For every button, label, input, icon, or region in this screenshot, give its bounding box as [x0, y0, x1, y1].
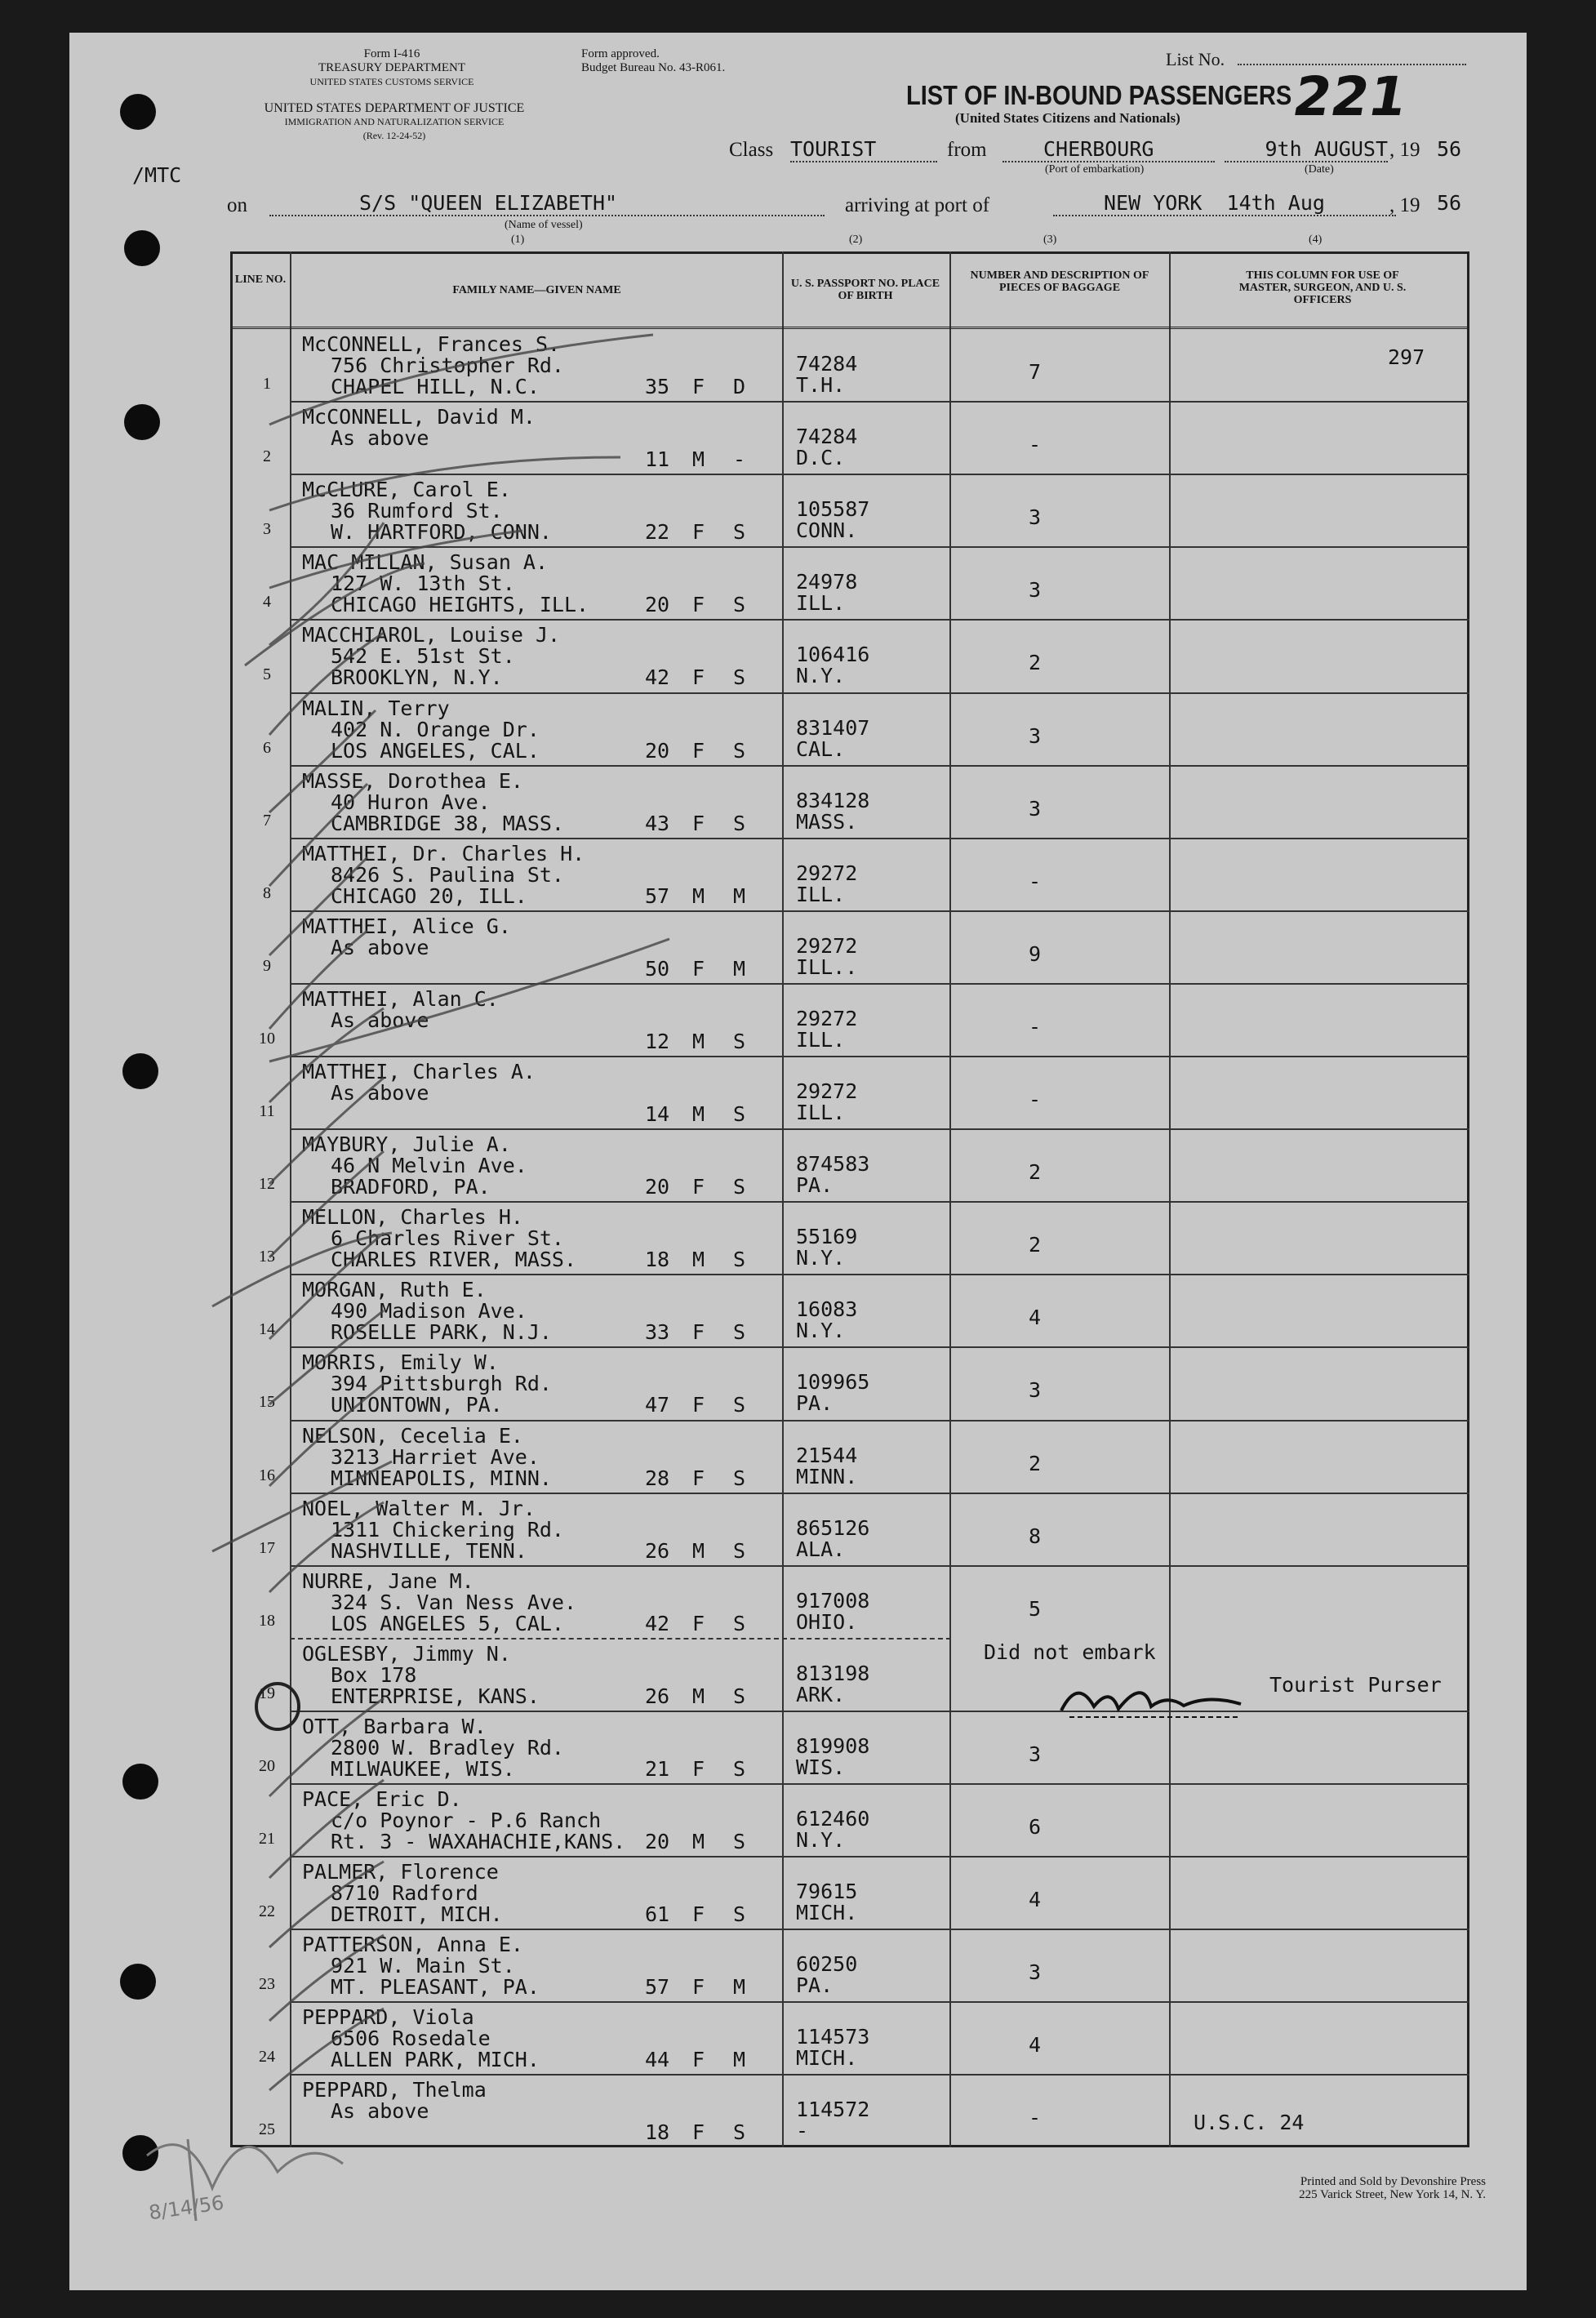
- printer-credit: [1208, 2175, 1486, 2201]
- passenger-name: McCONNELL, David M.: [302, 405, 536, 429]
- place-of-birth: PA.: [796, 1173, 834, 1198]
- passport-number: 917008: [796, 1588, 870, 1613]
- age: 57: [645, 883, 670, 908]
- line-number: 12: [259, 1175, 275, 1194]
- line-number: 24: [259, 2048, 275, 2067]
- place-of-birth: N.Y.: [796, 1828, 846, 1852]
- address-line-2: MT. PLEASANT, PA.: [331, 1975, 540, 2000]
- printer-line-2: 225 Varick Street, New York 14, N. Y.: [1299, 2188, 1486, 2201]
- address-line-2: ENTERPRISE, KANS.: [331, 1684, 540, 1708]
- marital-status: S: [733, 665, 746, 690]
- address-line-1: c/o Poynor - P.6 Ranch: [331, 1809, 602, 1832]
- passenger-name: NOEL, Walter M. Jr.: [302, 1496, 536, 1520]
- marital-status: S: [733, 1248, 746, 1272]
- marital-status: S: [733, 1756, 746, 1781]
- place-of-birth: ILL.: [796, 591, 846, 616]
- address-line-1: 127 W. 13th St.: [331, 572, 515, 596]
- line-number: 9: [263, 956, 271, 975]
- age: 42: [645, 665, 670, 690]
- place-of-birth: MINN.: [796, 1464, 858, 1488]
- budget-line: Budget Bureau No. 43-R061.: [581, 61, 726, 74]
- treasury-label: TREASURY DEPARTMENT: [318, 61, 466, 74]
- passport-number: 114573: [796, 2025, 870, 2049]
- line-number: 25: [259, 2120, 275, 2139]
- line-number: 3: [263, 520, 271, 539]
- address-line-1: Box 178: [331, 1662, 417, 1687]
- list-no-label: List No.: [1166, 49, 1225, 69]
- passenger-name: NELSON, Cecelia E.: [302, 1423, 523, 1448]
- sex: F: [692, 2048, 705, 2072]
- passport-number: 24978: [796, 570, 858, 594]
- address-line-1: 36 Rumford St.: [331, 499, 503, 523]
- passenger-name: PEPPARD, Thelma: [302, 2078, 487, 2102]
- passport-number: 55169: [796, 1225, 858, 1249]
- baggage-count: 7: [1029, 360, 1042, 384]
- passport-number: 612460: [796, 1807, 870, 1831]
- passport-number: 865126: [796, 1515, 870, 1540]
- marital-status: S: [733, 1320, 746, 1345]
- sex: F: [692, 1466, 705, 1490]
- customs-label: UNITED STATES CUSTOMS SERVICE: [309, 76, 474, 87]
- place-of-birth: ILL.: [796, 1101, 846, 1124]
- departure-year-prefix: , 19: [1389, 139, 1420, 161]
- sex: F: [692, 375, 705, 398]
- sex: M: [692, 1684, 705, 1708]
- passenger-name: MELLON, Charles H.: [302, 1205, 523, 1230]
- passenger-name: PALMER, Florence: [302, 1860, 499, 1884]
- address-line-1: 542 E. 51st St.: [331, 644, 515, 669]
- passenger-name: MACCHIAROL, Louise J.: [302, 623, 561, 647]
- col-officers: THIS COLUMN FOR USE OF MASTER, SURGEON, AND U. S. OFFICERS: [1238, 269, 1407, 306]
- mtc-mark: /MTC: [132, 163, 182, 187]
- arrival-date: 14th Aug: [1226, 191, 1325, 215]
- officer-remark: Tourist Purser: [1269, 1672, 1442, 1697]
- marital-status: M: [733, 956, 746, 981]
- age: 28: [645, 1466, 670, 1490]
- passport-number: 29272: [796, 933, 858, 958]
- address-line-1: 46 N Melvin Ave.: [331, 1154, 527, 1178]
- baggage-count: 2: [1029, 1160, 1042, 1185]
- passenger-name: MATTHEI, Alice G.: [302, 914, 511, 938]
- passenger-name: PACE, Eric D.: [302, 1787, 462, 1811]
- marital-status: D: [733, 375, 746, 398]
- baggage-count: 9: [1029, 941, 1042, 966]
- marital-status: M: [733, 2048, 746, 2072]
- address-line-2: CHAPEL HILL, N.C.: [331, 375, 540, 398]
- passport-number: 74284: [796, 352, 858, 376]
- place-of-birth: MICH.: [796, 2046, 858, 2071]
- sex: M: [692, 1248, 705, 1272]
- passport-number: 819908: [796, 1733, 870, 1758]
- printer-line-1: Printed and Sold by Devonshire Press: [1300, 2175, 1486, 2188]
- baggage-count: 3: [1029, 796, 1042, 821]
- line-number: 18: [259, 1611, 275, 1630]
- port-caption: (Port of embarkation): [1045, 163, 1145, 176]
- passport-number: 29272: [796, 1006, 858, 1030]
- list-no-value: 221: [1288, 65, 1412, 128]
- place-of-birth: ILL.: [796, 1027, 846, 1052]
- passport-number: 831407: [796, 715, 870, 740]
- passenger-name: McCONNELL, Frances S.: [302, 332, 561, 356]
- vessel-caption: (Name of vessel): [505, 219, 583, 231]
- passport-number: 29272: [796, 1079, 858, 1103]
- marital-status: S: [733, 1684, 746, 1708]
- col-baggage: NUMBER AND DESCRIPTION OF PIECES OF BAGGAGE: [970, 269, 1149, 294]
- baggage-count: 3: [1029, 723, 1042, 748]
- age: 42: [645, 1611, 670, 1635]
- place-of-birth: -: [796, 2119, 809, 2143]
- sex: F: [692, 1975, 705, 2000]
- line-number: 14: [259, 1320, 275, 1339]
- arrival-port-text: NEW YORK: [1104, 191, 1203, 215]
- age: 35: [645, 375, 670, 398]
- address-line-2: UNIONTOWN, PA.: [331, 1393, 503, 1417]
- sex: M: [692, 447, 705, 472]
- revision-label: (Rev. 12-24-52): [362, 130, 426, 141]
- handwritten-date: 8/14/56: [147, 2191, 226, 2225]
- passenger-name: McCLURE, Carol E.: [302, 478, 511, 502]
- line-number: 17: [259, 1538, 275, 1557]
- line-number: 23: [259, 1975, 275, 1994]
- marital-status: S: [733, 1175, 746, 1199]
- justice-label: UNITED STATES DEPARTMENT OF JUSTICE: [264, 101, 525, 115]
- marital-status: S: [733, 738, 746, 763]
- baggage-count: -: [1029, 1088, 1042, 1111]
- sex: F: [692, 2120, 705, 2145]
- age: 57: [645, 1975, 670, 2000]
- age: 11: [645, 447, 670, 472]
- baggage-count: 2: [1029, 1233, 1042, 1257]
- passport-number: 114572: [796, 2098, 870, 2122]
- address-line-2: Rt. 3 - WAXAHACHIE,KANS.: [331, 1830, 626, 1853]
- age: 12: [645, 1029, 670, 1053]
- address-line-2: LOS ANGELES, CAL.: [331, 738, 540, 763]
- passenger-name: MAC MILLAN, Susan A.: [302, 550, 549, 575]
- passenger-name: OTT, Barbara W.: [302, 1714, 487, 1738]
- place-of-birth: CONN.: [796, 518, 858, 543]
- address-line-2: LOS ANGELES 5, CAL.: [331, 1611, 564, 1635]
- age: 26: [645, 1538, 670, 1563]
- baggage-note: Did not embark: [984, 1640, 1156, 1664]
- line-number: 10: [259, 1029, 275, 1048]
- line-number: 20: [259, 1756, 275, 1775]
- marital-status: M: [733, 883, 746, 908]
- address-line-1: As above: [331, 1008, 429, 1032]
- sex: F: [692, 665, 705, 690]
- from-value: CHERBOURG: [1003, 137, 1215, 162]
- passenger-name: MATTHEI, Charles A.: [302, 1060, 536, 1083]
- baggage-count: 6: [1029, 1815, 1042, 1839]
- baggage-count: 5: [1029, 1596, 1042, 1621]
- baggage-count: -: [1029, 1014, 1042, 1039]
- departure-year: 56: [1437, 137, 1462, 161]
- marital-status: S: [733, 1029, 746, 1053]
- marital-status: -: [733, 447, 746, 472]
- address-line-2: CHICAGO 20, ILL.: [331, 883, 527, 908]
- address-line-1: 8710 Radford: [331, 1881, 478, 1906]
- sex: M: [692, 883, 705, 908]
- sex: F: [692, 593, 705, 617]
- address-line-1: 394 Pittsburgh Rd.: [331, 1372, 552, 1396]
- page-subtitle: (United States Citizens and Nationals): [955, 110, 1180, 126]
- class-label: Class: [729, 139, 774, 161]
- baggage-count: -: [1029, 2106, 1042, 2130]
- age: 20: [645, 738, 670, 763]
- marital-status: S: [733, 1611, 746, 1635]
- age: 47: [645, 1393, 670, 1417]
- line-number: 5: [263, 665, 271, 684]
- address-line-2: BRADFORD, PA.: [331, 1175, 491, 1199]
- passenger-name: OGLESBY, Jimmy N.: [302, 1641, 511, 1666]
- passenger-name: MAYBURY, Julie A.: [302, 1132, 511, 1157]
- place-of-birth: WIS.: [796, 1755, 846, 1779]
- sex: M: [692, 1029, 705, 1053]
- address-line-1: 6506 Rosedale: [331, 2027, 491, 2051]
- marital-status: S: [733, 593, 746, 617]
- age: 43: [645, 811, 670, 835]
- passenger-name: MASSE, Dorothea E.: [302, 768, 523, 793]
- passenger-name: PATTERSON, Anna E.: [302, 1933, 523, 1957]
- baggage-count: 4: [1029, 1306, 1042, 1330]
- place-of-birth: PA.: [796, 1391, 834, 1416]
- passport-number: 29272: [796, 861, 858, 885]
- baggage-count: -: [1029, 433, 1042, 457]
- age: 61: [645, 1902, 670, 1927]
- address-line-2: ALLEN PARK, MICH.: [331, 2048, 540, 2072]
- place-of-birth: CAL.: [796, 736, 846, 761]
- age: 33: [645, 1320, 670, 1345]
- address-line-2: CHARLES RIVER, MASS.: [331, 1248, 577, 1272]
- passenger-name: MATTHEI, Dr. Charles H.: [302, 841, 585, 865]
- age: 20: [645, 1830, 670, 1853]
- from-label: from: [947, 139, 987, 161]
- line-number: 22: [259, 1902, 275, 1921]
- sex: M: [692, 1102, 705, 1126]
- marital-status: S: [733, 1830, 746, 1853]
- sex: F: [692, 956, 705, 981]
- address-line-1: 490 Madison Ave.: [331, 1299, 527, 1324]
- baggage-count: -: [1029, 869, 1042, 893]
- address-line-2: W. HARTFORD, CONN.: [331, 520, 552, 545]
- baggage-count: 3: [1029, 578, 1042, 603]
- officer-remark: U.S.C. 24: [1194, 2111, 1305, 2135]
- on-label: on: [227, 194, 247, 216]
- address-line-1: 40 Huron Ave.: [331, 790, 491, 814]
- age: 50: [645, 956, 670, 981]
- place-of-birth: OHIO.: [796, 1609, 858, 1634]
- baggage-count: 3: [1029, 1960, 1042, 1985]
- baggage-count: 3: [1029, 1378, 1042, 1403]
- baggage-count: 4: [1029, 1888, 1042, 1912]
- age: 26: [645, 1684, 670, 1708]
- purser-signature-icon: [1053, 1670, 1249, 1727]
- place-of-birth: ILL.: [796, 882, 846, 906]
- place-of-birth: T.H.: [796, 373, 846, 397]
- marital-status: S: [733, 1466, 746, 1490]
- age: 18: [645, 1248, 670, 1272]
- line-number: 7: [263, 811, 271, 830]
- line-number: 16: [259, 1466, 275, 1484]
- class-value: TOURIST: [790, 137, 937, 162]
- address-line-1: As above: [331, 1081, 429, 1105]
- passenger-name: MORGAN, Ruth E.: [302, 1278, 487, 1302]
- col-name: FAMILY NAME—GIVEN NAME: [452, 284, 621, 296]
- arrival-year-prefix: , 19: [1389, 194, 1420, 216]
- address-line-2: CHICAGO HEIGHTS, ILL.: [331, 593, 589, 617]
- place-of-birth: ARK.: [796, 1682, 846, 1706]
- passport-number: 106416: [796, 643, 870, 667]
- address-line-1: 921 W. Main St.: [331, 1954, 515, 1978]
- passport-number: 16083: [796, 1297, 858, 1322]
- line-number: 13: [259, 1248, 275, 1266]
- col-passport: U. S. PASSPORT NO. PLACE OF BIRTH: [790, 278, 940, 302]
- address-line-2: MINNEAPOLIS, MINN.: [331, 1466, 552, 1490]
- age: 20: [645, 593, 670, 617]
- address-line-1: As above: [331, 935, 429, 959]
- age: 44: [645, 2048, 670, 2072]
- baggage-count: 4: [1029, 2033, 1042, 2058]
- address-line-1: 402 N. Orange Dr.: [331, 717, 540, 741]
- place-of-birth: D.C.: [796, 446, 846, 470]
- place-of-birth: MASS.: [796, 809, 858, 834]
- address-line-2: MILWAUKEE, WIS.: [331, 1756, 515, 1781]
- col-marker-2: (2): [849, 234, 863, 246]
- sex: F: [692, 1393, 705, 1417]
- place-of-birth: MICH.: [796, 1901, 858, 1925]
- line-number: 11: [259, 1102, 275, 1120]
- passport-number: 834128: [796, 788, 870, 812]
- address-line-2: ROSELLE PARK, N.J.: [331, 1320, 552, 1345]
- col-marker-3: (3): [1043, 234, 1057, 246]
- date-caption: (Date): [1305, 163, 1334, 176]
- sex: F: [692, 1756, 705, 1781]
- sex: F: [692, 1902, 705, 1927]
- passenger-name: MATTHEI, Alan C.: [302, 986, 499, 1011]
- page-title: LIST OF IN-BOUND PASSENGERS: [906, 80, 1292, 110]
- marital-status: S: [733, 2120, 746, 2145]
- age: 20: [645, 1175, 670, 1199]
- sex: F: [692, 811, 705, 835]
- marital-status: S: [733, 1538, 746, 1563]
- marital-status: S: [733, 1393, 746, 1417]
- sex: F: [692, 738, 705, 763]
- place-of-birth: N.Y.: [796, 664, 846, 688]
- address-line-1: 2800 W. Bradley Rd.: [331, 1735, 564, 1760]
- baggage-count: 3: [1029, 1742, 1042, 1766]
- form-number: Form I-416: [363, 47, 420, 60]
- line-number: 21: [259, 1830, 275, 1848]
- address-line-2: CAMBRIDGE 38, MASS.: [331, 811, 564, 835]
- address-line-1: 756 Christopher Rd.: [331, 354, 564, 377]
- address-line-1: 3213 Harriet Ave.: [331, 1444, 540, 1469]
- marital-status: S: [733, 811, 746, 835]
- passport-number: 874583: [796, 1152, 870, 1177]
- passenger-name: NURRE, Jane M.: [302, 1568, 474, 1593]
- passport-number: 105587: [796, 497, 870, 522]
- baggage-count: 3: [1029, 505, 1042, 530]
- vessel-name: S/S "QUEEN ELIZABETH": [269, 191, 825, 216]
- marital-status: S: [733, 1902, 746, 1927]
- marital-status: S: [733, 1102, 746, 1126]
- sex: F: [692, 1320, 705, 1345]
- marital-status: M: [733, 1975, 746, 2000]
- age: 21: [645, 1756, 670, 1781]
- address-line-1: 8426 S. Paulina St.: [331, 862, 564, 887]
- baggage-count: 8: [1029, 1524, 1042, 1548]
- place-of-birth: N.Y.: [796, 1319, 846, 1343]
- address-line-2: NASHVILLE, TENN.: [331, 1538, 527, 1563]
- line-number: 1: [263, 375, 271, 393]
- arriving-label: arriving at port of: [845, 194, 990, 216]
- address-line-2: DETROIT, MICH.: [331, 1902, 503, 1927]
- passenger-name: MORRIS, Emily W.: [302, 1350, 499, 1375]
- line-number: 6: [263, 738, 271, 757]
- sex: F: [692, 1175, 705, 1199]
- col-line-no: LINE NO.: [234, 274, 287, 286]
- address-line-1: 6 Charles River St.: [331, 1226, 564, 1251]
- line-number: 19: [259, 1684, 275, 1702]
- address-line-2: BROOKLYN, N.Y.: [331, 665, 503, 690]
- line-number: 15: [259, 1393, 275, 1412]
- address-line-1: 1311 Chickering Rd.: [331, 1517, 564, 1542]
- address-line-1: As above: [331, 2099, 429, 2124]
- passenger-name: MALIN, Terry: [302, 696, 450, 720]
- baggage-count: 2: [1029, 651, 1042, 675]
- passport-number: 109965: [796, 1370, 870, 1395]
- sex: M: [692, 1538, 705, 1563]
- place-of-birth: PA.: [796, 1973, 834, 1998]
- departure-date: 9th AUGUST: [1225, 137, 1388, 162]
- passport-number: 813198: [796, 1661, 870, 1685]
- age: 22: [645, 520, 670, 545]
- passport-number: 79615: [796, 1880, 858, 1904]
- passport-number: 60250: [796, 1952, 858, 1977]
- place-of-birth: ILL..: [796, 954, 858, 979]
- sex: F: [692, 520, 705, 545]
- address-line-1: As above: [331, 426, 429, 451]
- col-marker-4: (4): [1309, 234, 1323, 246]
- baggage-count: 2: [1029, 1451, 1042, 1475]
- arrival-year: 56: [1437, 191, 1462, 215]
- sex: F: [692, 1611, 705, 1635]
- marital-status: S: [733, 520, 746, 545]
- sex: M: [692, 1830, 705, 1853]
- line-number: 2: [263, 447, 271, 466]
- passport-number: 21544: [796, 1443, 858, 1467]
- passport-number: 74284: [796, 425, 858, 449]
- address-line-1: 324 S. Van Ness Ave.: [331, 1590, 577, 1614]
- approval-line: Form approved.: [581, 47, 660, 60]
- age: 18: [645, 2120, 670, 2145]
- line-number: 4: [263, 593, 271, 612]
- ins-label: IMMIGRATION AND NATURALIZATION SERVICE: [284, 116, 505, 127]
- passenger-name: PEPPARD, Viola: [302, 2005, 474, 2030]
- place-of-birth: ALA.: [796, 1537, 846, 1561]
- place-of-birth: N.Y.: [796, 1246, 846, 1270]
- line-number: 8: [263, 883, 271, 902]
- officer-remark: 297: [1388, 345, 1425, 369]
- col-marker-1: (1): [511, 234, 525, 246]
- age: 14: [645, 1102, 670, 1126]
